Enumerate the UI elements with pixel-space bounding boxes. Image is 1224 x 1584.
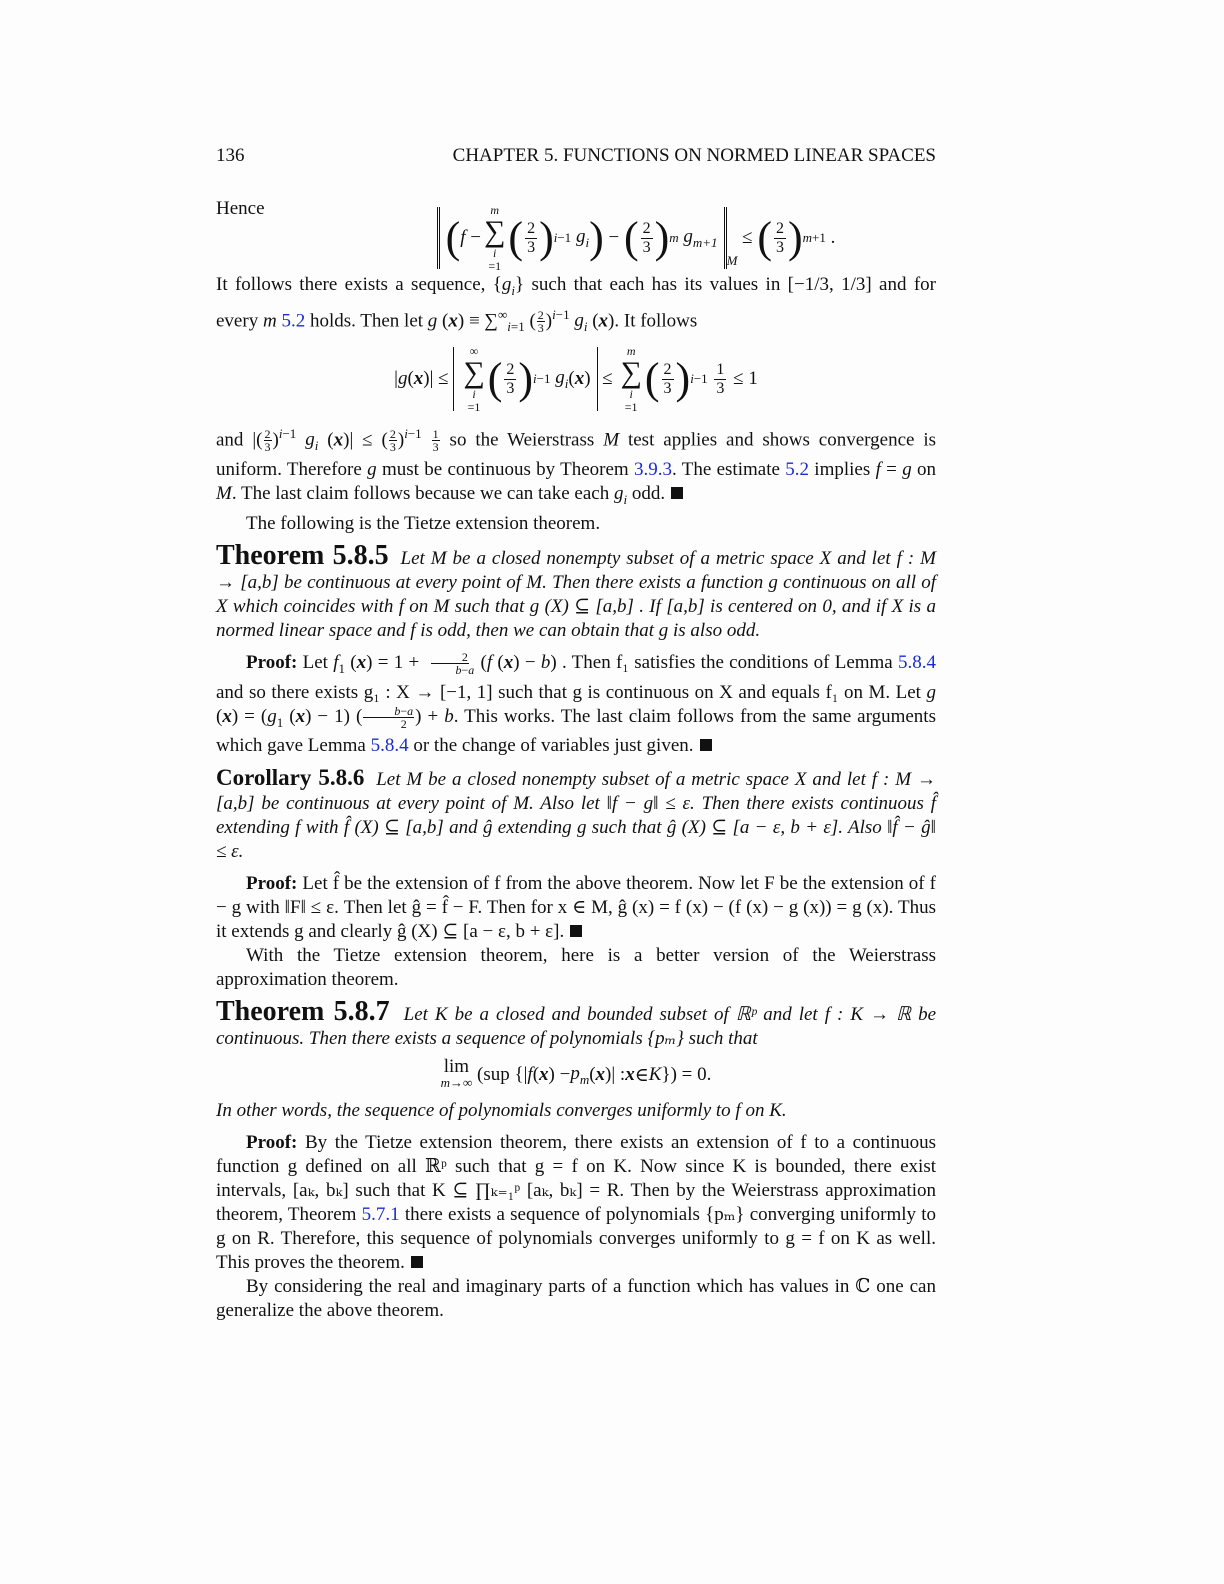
hence-label: Hence [216, 198, 265, 219]
proof-5-8-7: Proof: By the Tietze extension theorem, there exists an extension of f to a continuous function g defined on all ℝᵖ such that g = f on K. Now since K is bounded, there exist intervals, [aₖ, bₖ] such that K ⊆ ∏ₖ₌₁ᵖ [aₖ, bₖ] = R. Then by the Weierstrass approximation theorem, Theorem 5.7.1 there exists a sequence of polynomials {pₘ} converging uniformly to g on R. Therefore, this sequence of polynomials converges uniformly to g = f on K as well. This proves the theorem. [216, 1132, 936, 1274]
proof-5-8-6: Proof: Let f̂ be the extension of f from the above theorem. Now let F be the extension of f − g with ‖F‖ ≤ ε. Then let ĝ = f̂ − F. Then for x ∈ M, ĝ (x) = f (x) − (f (x) − g (x)) = g (x). Thus it extends g and clearly ĝ (X) ⊆ [a − ε, b + ε]. [216, 873, 936, 943]
final-paragraph: By considering the real and imaginary parts of a function which has values in ℂ one can generalize the above theorem. [216, 1276, 936, 1322]
qed-icon [570, 925, 582, 937]
equation-bound: | g ( x )| ≤ ∞ ∑ i =1 ( $\frac{2}{3}$ ) i−1 $g_i$ ( x ) ≤ m ∑ i =1 ( $\frac{2}{3}$ ) i−1 $\frac{1}{3}$ ≤ 1 [394, 343, 758, 414]
theorem-5-8-7-remark: In other words, the sequence of polynomials converges uniformly to f on K. [216, 1100, 787, 1122]
chapter-title: CHAPTER 5. FUNCTIONS ON NORMED LINEAR SPACES [452, 145, 936, 166]
theorem-5-8-7: Theorem 5.8.7 Let K be a closed and bounded subset of ℝᵖ and let f : K → ℝ be continuous. Then there exists a sequence of polynomials {pₘ} such that [216, 996, 936, 1050]
equation-estimate: ( f − m ∑ i =1 ( $\frac{2}{3}$ ) i−1 $g_i$ ) − ( $\frac{2}{3}$ ) m $g_{m+1}$ $_M$ ≤ ( $\frac{2}{3}$ ) m+1 . [336, 207, 936, 269]
qed-icon [411, 1256, 423, 1268]
page [216, 145, 936, 1323]
corollary-5-8-6: Corollary 5.8.6 Let M be a closed nonempty subset of a metric space X and let f : M → [a,b] be continuous at every point of M. Also let ‖f − g‖ ≤ ε. Then there exists continuous f̂ extending f with f̂ (X) ⊆ [a,b] and ĝ extending g such that ĝ (X) ⊆ [a − ε, b + ε]. Also ‖f̂ − ĝ‖ ≤ ε. [216, 765, 936, 863]
qed-icon [671, 487, 683, 499]
ref-3-9-3[interactable]: 3.9.3 [634, 459, 673, 481]
running-header [216, 145, 936, 167]
ref-5-7-1[interactable]: 5.7.1 [361, 1204, 400, 1226]
theorem-5-8-5: Theorem 5.8.5 Let M be a closed nonempty subset of a metric space X and let f : M → [a,b] be continuous at every point of M. Then there exists a function g continuous on all of X which coincides with f on M such that g (X) ⊆ [a,b] . If [a,b] is centered on 0, and if X is a normed linear space and f is odd, then we can obtain that g is also odd. [216, 539, 937, 641]
paragraph-convergence: and |( $\frac{2}{3}$ )$^{i-1}$ $g_i$ (x)| ≤ ( $\frac{2}{3}$ )$^{i-1}$ $\frac{1}{3}$ so the Weierstrass M test applies and shows convergence is uniform. Therefore g must be continuous by Theorem 3.9.3. The estimate 5.2 implies f = g on M. The last claim follows because we can take each $g_i$ odd. [216, 425, 937, 507]
ref-5-2b[interactable]: 5.2 [785, 459, 809, 481]
page-number: 136 [216, 145, 245, 166]
proof-5-8-5: Proof: Let $f_1$ (x) = 1 + $\frac{2}{b-a}$ (f (x) − b) . Then f₁ satisfies the conditions of Lemma 5.8.4 and so there exists g₁ : X → [−1, 1] such that g is continuous on X and equals f₁ on M. Let g $(x) = (g_1$ (x) − 1) ( $\frac{b-a}{2}$ ) + b. This works. The last claim follows from the same arguments which gave Lemma 5.8.4 or the change of variables just given. [216, 649, 937, 757]
ref-5-8-4b[interactable]: 5.8.4 [370, 735, 409, 757]
equation-limit: lim m→∞ (sup {| f ( x ) − $p_m$ ( x )| : x ∈ K }) = 0. [440, 1056, 712, 1091]
ref-5-8-4[interactable]: 5.8.4 [898, 651, 937, 673]
qed-icon [700, 739, 712, 751]
tietze-intro: The following is the Tietze extension theorem. [246, 512, 601, 534]
paragraph-sequence: It follows there exists a sequence, $\{g_i\}$ such that each has its values in [−1/3, 1/3] and for every m 5.2 holds. Then let g $(x) \equiv \sum^\infty_{i=1}$ ( $\frac{2}{3}$ )$^{i-1}$ $g_i$ (x). It follows [216, 274, 936, 336]
ref-5-2[interactable]: 5.2 [281, 310, 306, 332]
weierstrass-intro: With the Tietze extension theorem, here is a better version of the Weierstrass approximation theorem. [216, 945, 936, 991]
